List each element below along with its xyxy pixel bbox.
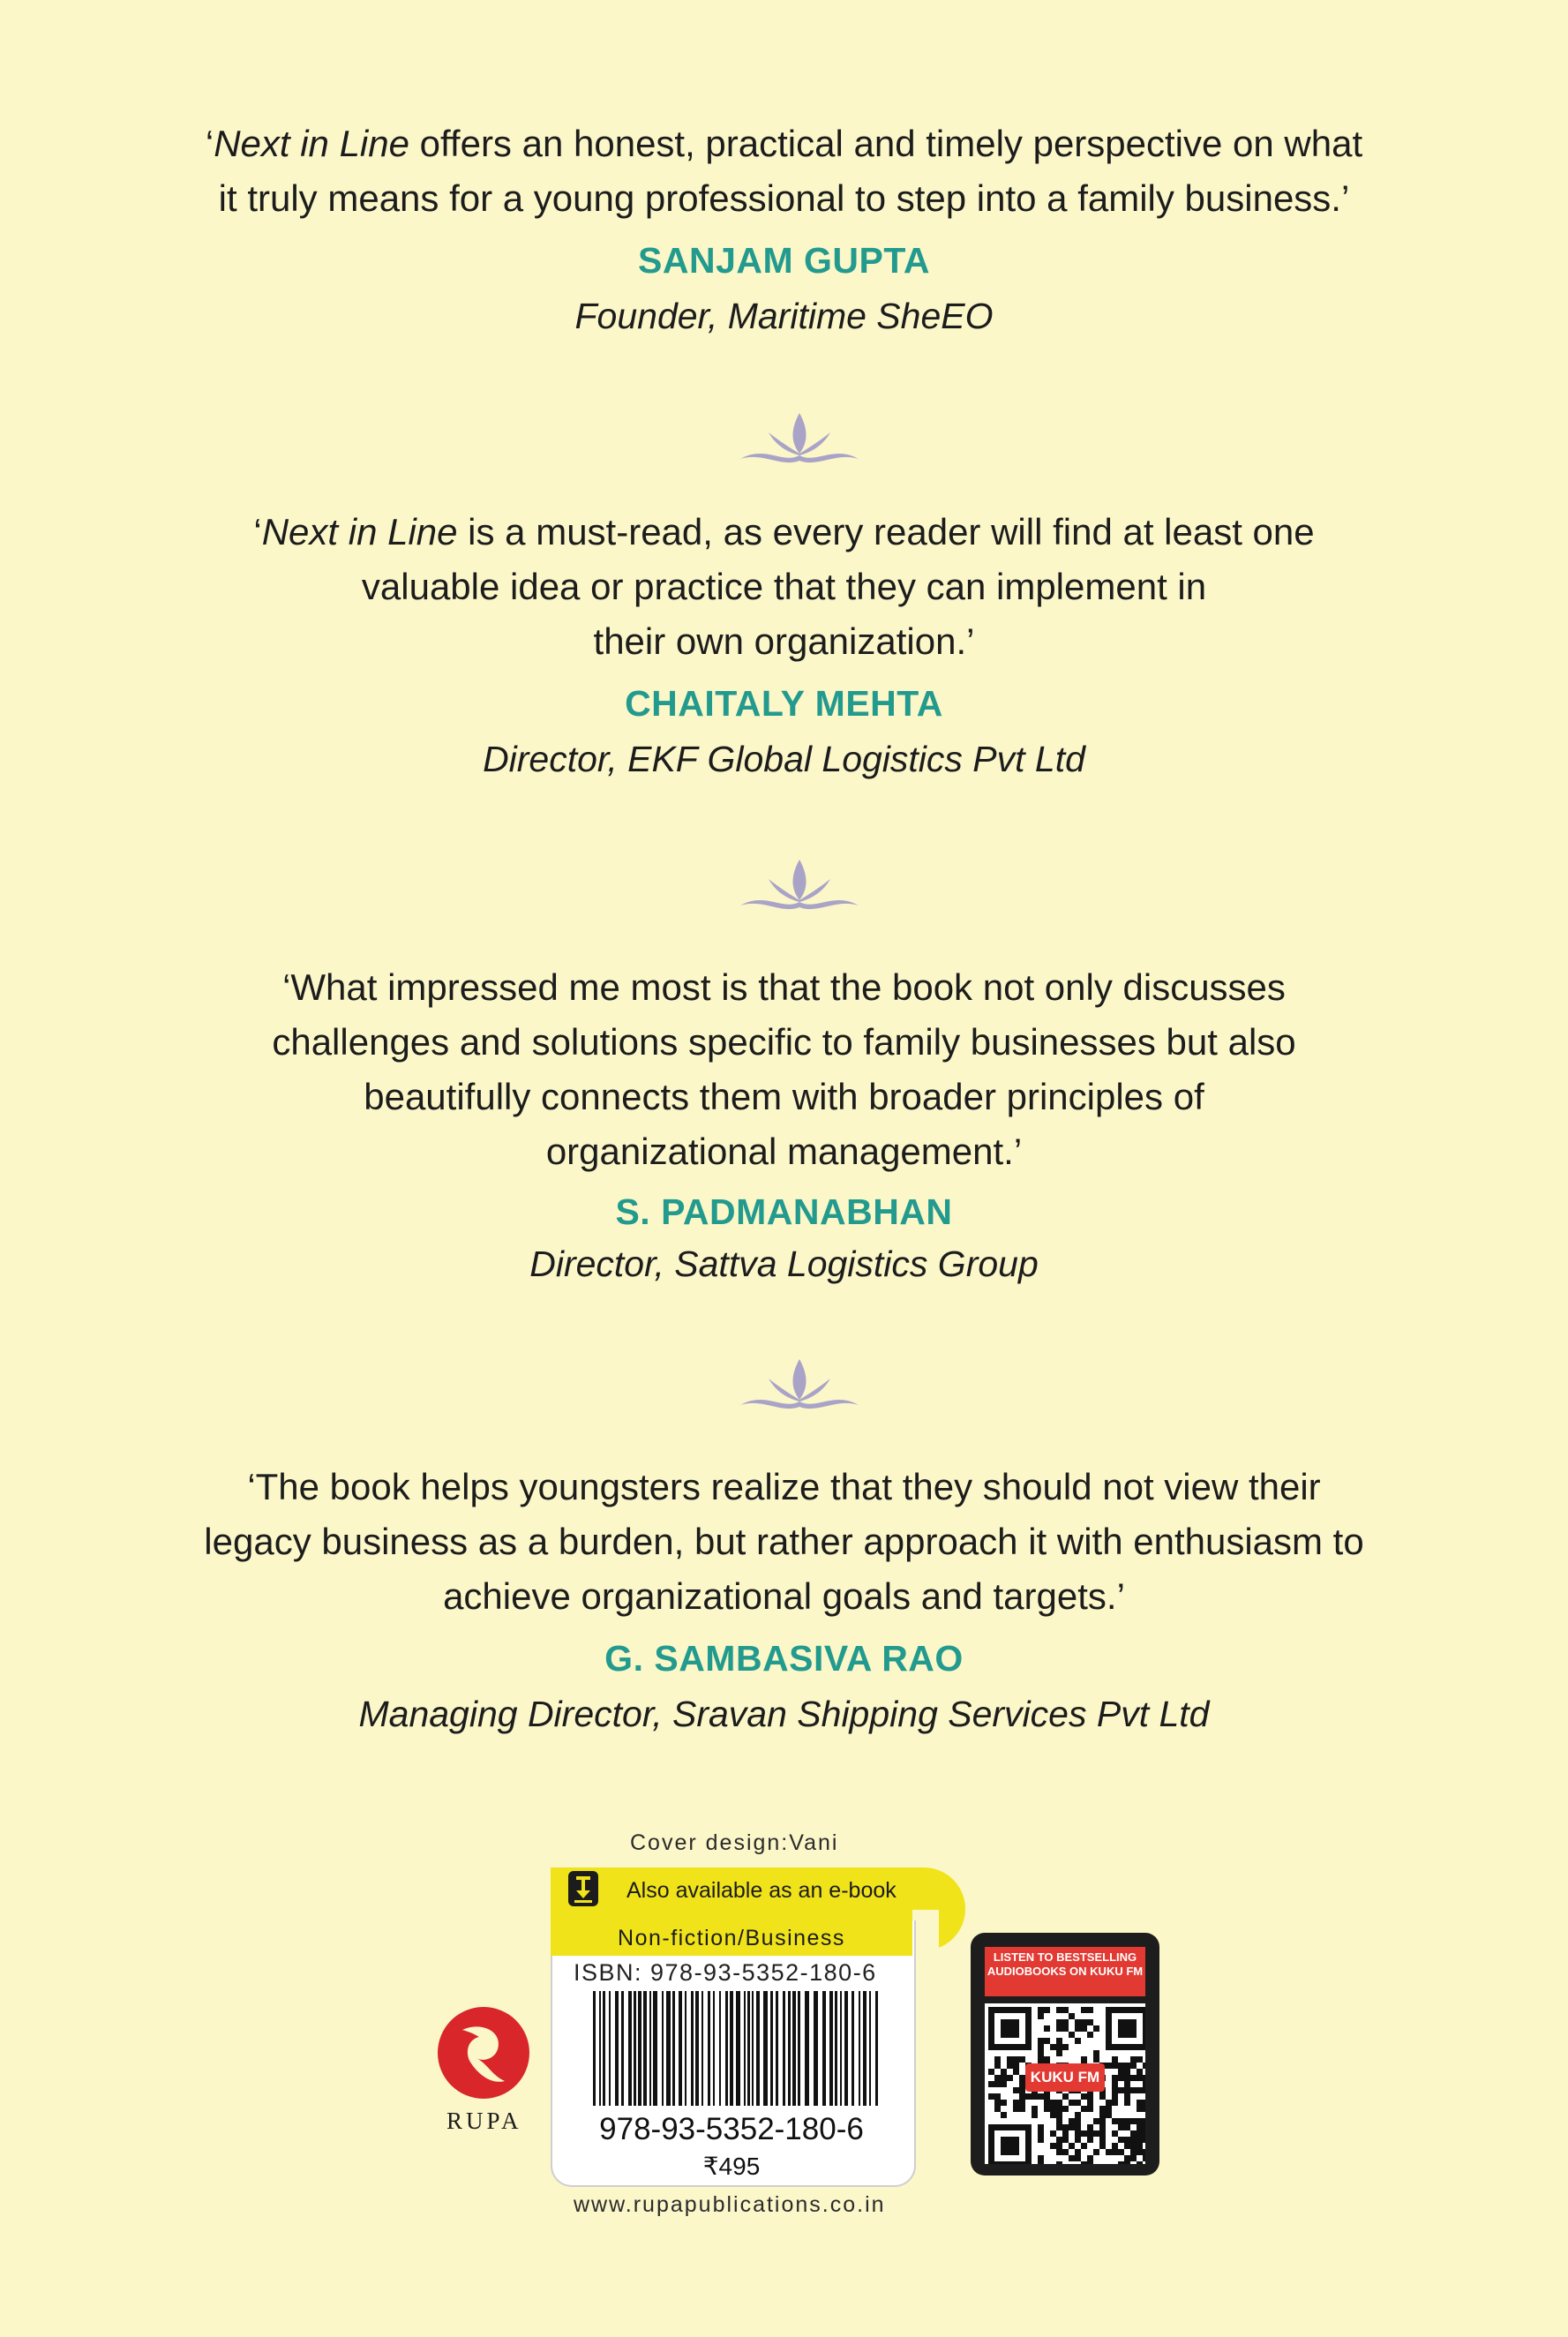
price: ₹495	[702, 2153, 761, 2180]
testimonial-2-role: Director, EKF Global Logistics Pvt Ltd	[483, 739, 1085, 779]
isbn-number: 978-93-5352-180-6	[599, 2112, 864, 2146]
kuku-fm-badge: KUKU FM	[1025, 2063, 1105, 2092]
ebook-banner-notch	[912, 1910, 939, 1950]
ebook-notice: Also available as an e-book	[626, 1878, 897, 1903]
download-icon	[568, 1871, 598, 1906]
lotus-ornament-icon	[739, 856, 860, 918]
testimonial-1	[0, 116, 1568, 337]
testimonial-4-role: Managing Director, Sravan Shipping Services Pvt Ltd	[358, 1694, 1210, 1734]
testimonial-1-role: Founder, Maritime SheEO	[574, 296, 994, 336]
testimonial-2-name: CHAITALY MEHTA	[625, 683, 943, 724]
testimonial-2-quote: ‘Next in Line is a must-read, as every reader will find at least one valuable idea or practice that they can implement in their own organization.’	[253, 511, 1315, 662]
cover-credit: Cover design:Vani	[630, 1830, 839, 1855]
testimonial-1-quote: ‘Next in Line offers an honest, practical and timely perspective on what it truly means for a young professional to step into a family business.’	[205, 123, 1363, 219]
lotus-ornament-icon	[739, 1356, 860, 1417]
website: www.rupapublications.co.in	[574, 2192, 886, 2217]
testimonial-3-name: S. PADMANABHAN	[615, 1191, 953, 1232]
genre-label: Non-fiction/Business	[551, 1920, 912, 1956]
rupa-logo-icon	[436, 2005, 531, 2100]
testimonial-3-role: Director, Sattva Logistics Group	[529, 1244, 1039, 1284]
testimonial-1-name: SANJAM GUPTA	[638, 240, 930, 281]
book-title: Next in Line	[214, 123, 409, 164]
testimonial-3	[0, 960, 1568, 1285]
barcode	[593, 1991, 881, 2110]
testimonial-4-quote: ‘The book helps youngsters realize that they should not view their legacy business as a burden, but rather approach it with enthusiasm to achieve organizational goals and targets.’	[204, 1466, 1364, 1617]
audiobook-headline: LISTEN TO BESTSELLING AUDIOBOOKS ON KUKU FM	[985, 1947, 1145, 1996]
publisher-name: RUPA	[446, 2108, 522, 2134]
testimonial-2	[0, 505, 1568, 780]
testimonial-4-name: G. SAMBASIVA RAO	[604, 1638, 964, 1679]
isbn-label: ISBN: 978-93-5352-180-6	[574, 1959, 877, 1986]
testimonial-3-quote: ‘What impressed me most is that the book not only discusses challenges and solutions specific to family businesses but also beautifully connects them with broader principles of organizational management.’	[272, 966, 1296, 1172]
lotus-ornament-icon	[739, 410, 860, 471]
book-title: Next in Line	[261, 511, 458, 552]
testimonial-4	[0, 1460, 1568, 1735]
